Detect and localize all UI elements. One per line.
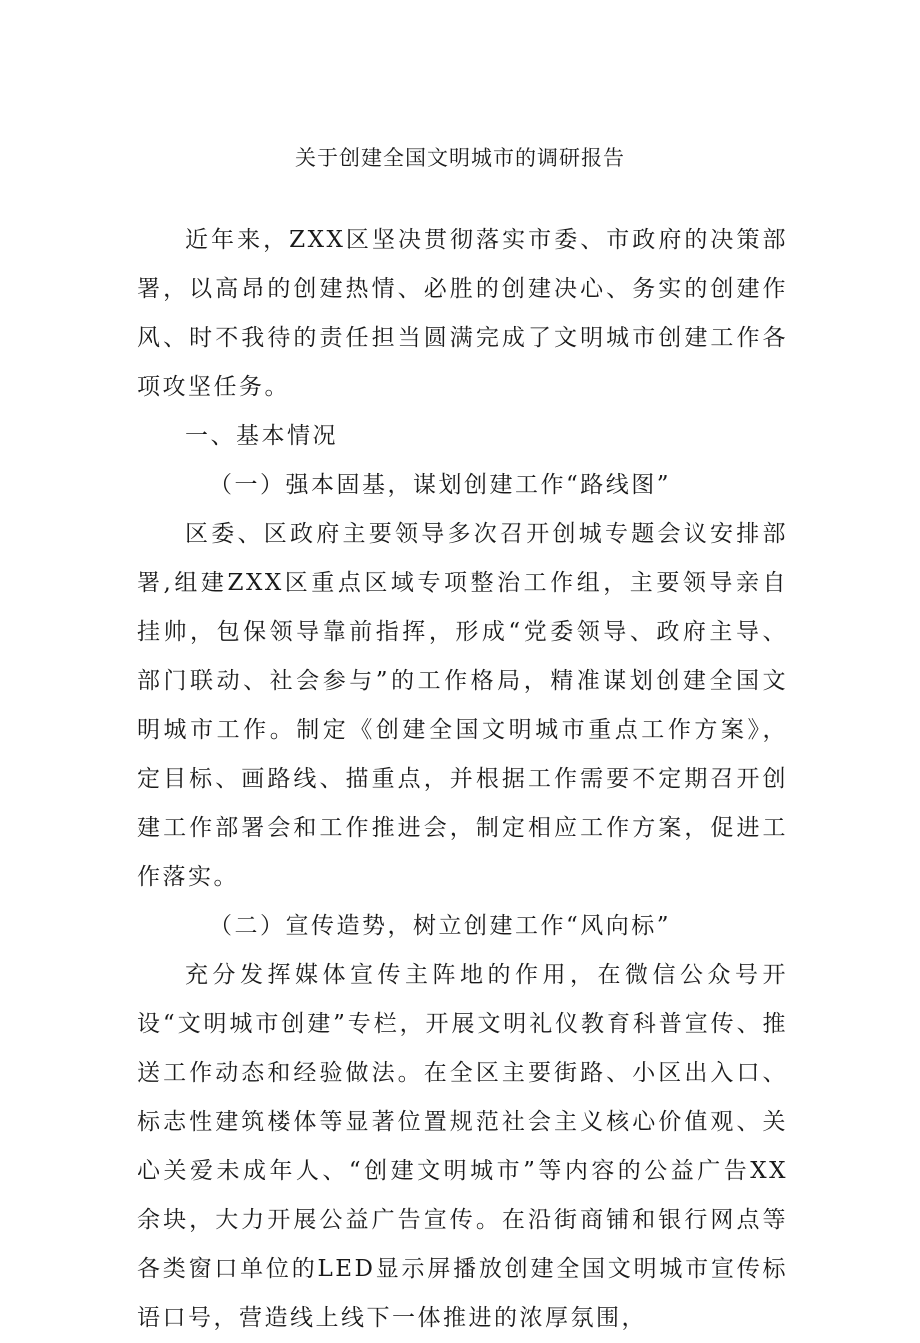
subsection-heading-2: （二）宣传造势，树立创建工作“风向标”	[209, 913, 672, 939]
section-heading-basic-situation: 一、基本情况	[185, 423, 338, 449]
intro-paragraph: 近年来，ZXX区坚决贯彻落实市委、市政府的决策部署，以高昂的创建热情、必胜的创建决心、务实的创建作风、时不我待的责任担当圆满完成了文明城市创建工作各项攻坚任务。	[137, 227, 788, 400]
document-title: 关于创建全国文明城市的调研报告	[295, 146, 625, 170]
subsection-2-paragraph: 充分发挥媒体宣传主阵地的作用，在微信公众号开设“文明城市创建”专栏，开展文明礼仪教育科普宣传、推送工作动态和经验做法。在全区主要街路、小区出入口、标志性建筑楼体等显著位置规范社会主义核心价值观、关心关爱未成年人、“创建文明城市”等内容的公益广告XX余块，大力开展公益广告宣传。在沿街商铺和银行网点等各类窗口单位的LED显示屏播放创建全国文明城市宣传标语口号，营造线上线下一体推进的浓厚氛围，	[137, 962, 788, 1331]
subsection-1-paragraph: 区委、区政府主要领导多次召开创城专题会议安排部署,组建ZXX区重点区域专项整治工作组，主要领导亲自挂帅，包保领导靠前指挥，形成“党委领导、政府主导、部门联动、社会参与”的工作格局，精准谋划创建全国文明城市工作。制定《创建全国文明城市重点工作方案》，定目标、画路线、描重点，并根据工作需要不定期召开创建工作部署会和工作推进会，制定相应工作方案，促进工作落实。	[137, 521, 788, 890]
document-body	[137, 216, 788, 1343]
subsection-heading-1: （一）强本固基，谋划创建工作“路线图”	[209, 472, 672, 498]
